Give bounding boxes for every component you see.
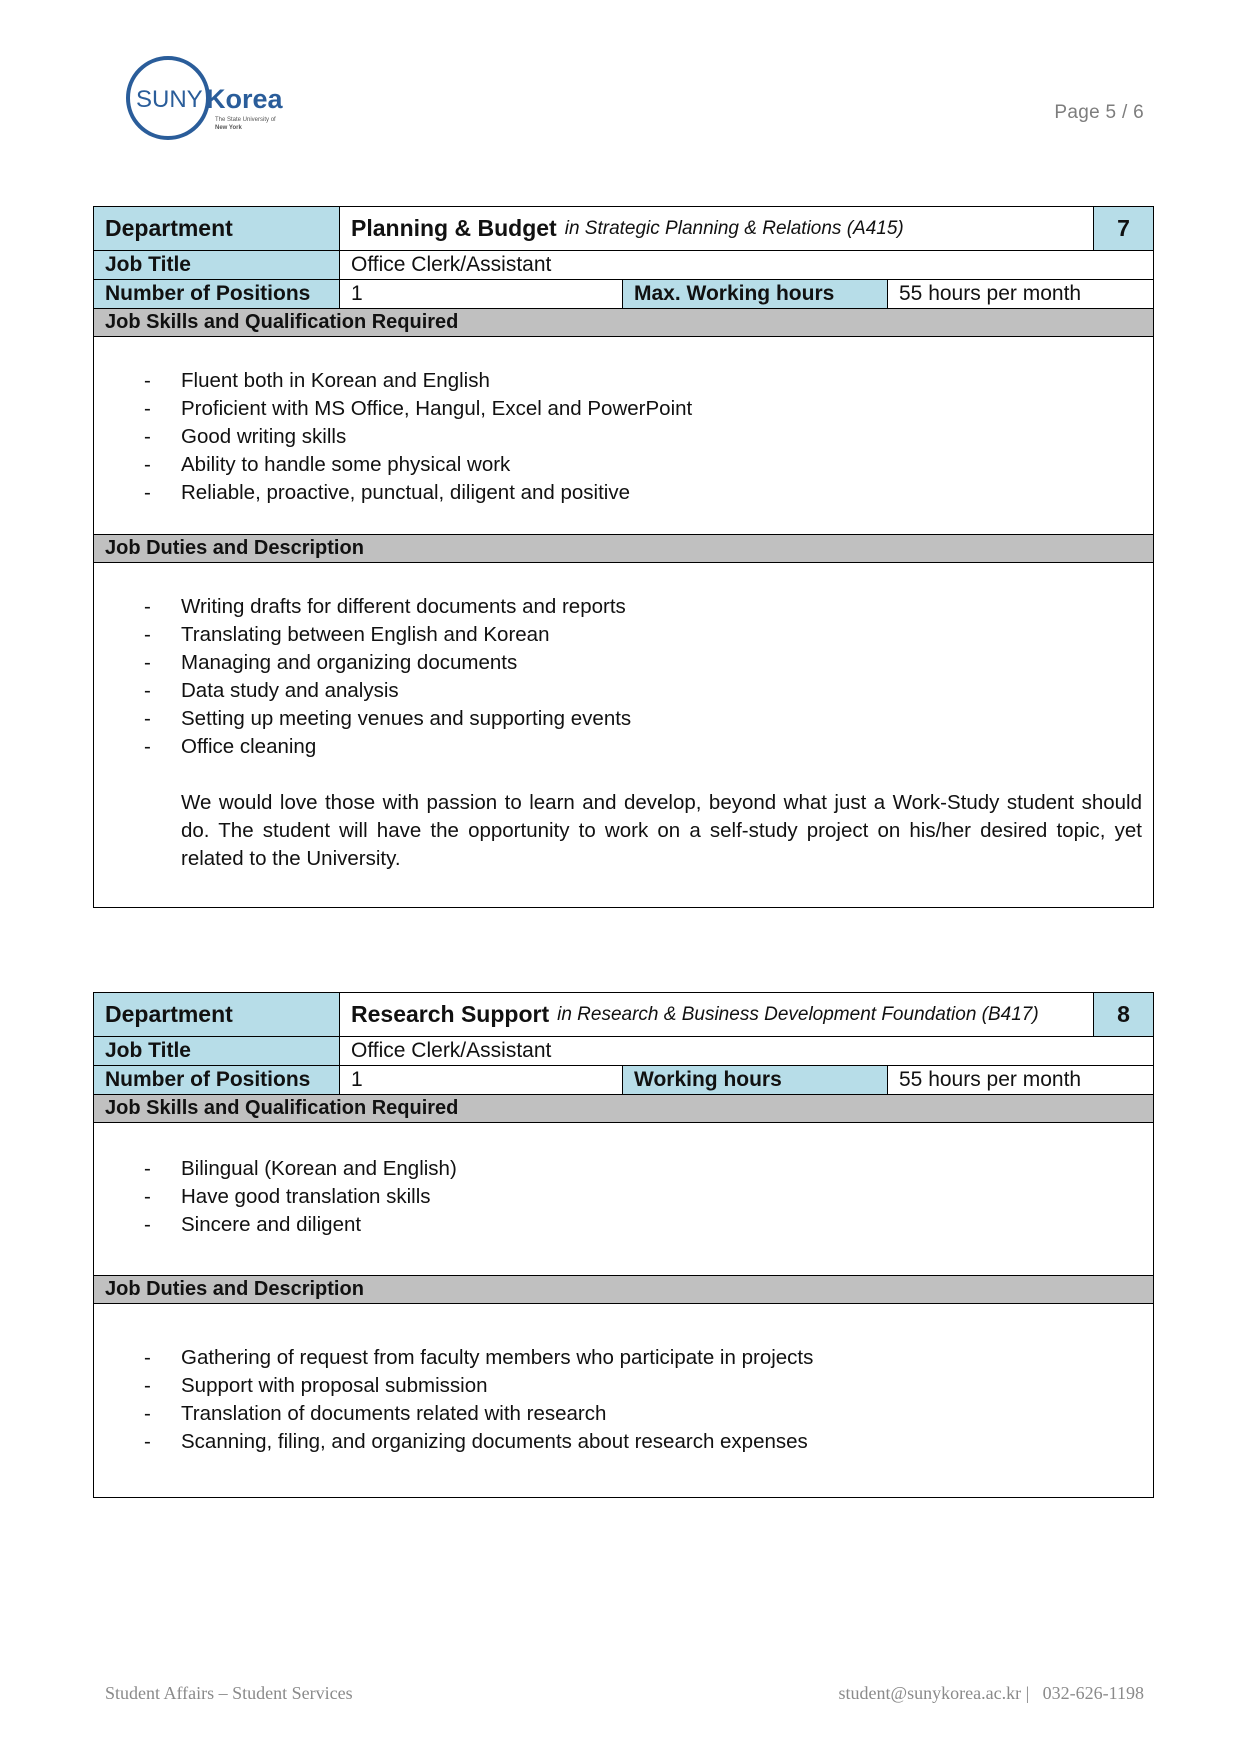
- duties-list: [94, 1344, 1153, 1456]
- job-number: 8: [1093, 993, 1153, 1036]
- positions-row: [94, 280, 1153, 309]
- list-item: - Bilingual (Korean and English): [94, 1155, 1153, 1183]
- positions-value: 1: [339, 1066, 622, 1094]
- hours-value: 55 hours per month: [887, 280, 1153, 308]
- list-item: - Proficient with MS Office, Hangul, Excel and PowerPoint: [94, 395, 1153, 423]
- list-item: - Gathering of request from faculty members who participate in projects: [94, 1344, 1153, 1372]
- department-row: [94, 207, 1153, 251]
- suny-korea-logo: [124, 54, 300, 142]
- job-title-label: Job Title: [94, 1037, 339, 1065]
- department-name: Planning & Budget: [351, 215, 557, 241]
- job-title-row: [94, 1037, 1153, 1066]
- department-label: Department: [94, 207, 339, 250]
- logo-sub-2: New York: [215, 125, 242, 131]
- list-item: - Data study and analysis: [94, 677, 1153, 705]
- list-item: - Scanning, filing, and organizing documents about research expenses: [94, 1428, 1153, 1456]
- department-value: [339, 207, 1093, 250]
- skills-heading: Job Skills and Qualification Required: [94, 309, 1153, 337]
- hours-label: Max. Working hours: [622, 280, 887, 308]
- logo-sub-1: The State University of: [215, 117, 276, 123]
- list-item: - Office cleaning: [94, 733, 1153, 761]
- department-name: Research Support: [351, 1001, 550, 1027]
- list-item: - Translation of documents related with research: [94, 1400, 1153, 1428]
- department-value: [339, 993, 1093, 1036]
- skills-heading: Job Skills and Qualification Required: [94, 1095, 1153, 1123]
- job-card-8: [93, 992, 1154, 1498]
- hours-label: Working hours: [622, 1066, 887, 1094]
- job-title-value: Office Clerk/Assistant: [339, 1037, 1153, 1065]
- list-item: - Translating between English and Korean: [94, 621, 1153, 649]
- duties-section: [94, 1304, 1153, 1497]
- list-item: - Ability to handle some physical work: [94, 451, 1153, 479]
- department-location: in Strategic Planning & Relations (A415): [564, 217, 904, 239]
- logo-suny-text: SUNY: [136, 86, 203, 113]
- skills-list: [94, 1155, 1153, 1239]
- positions-label: Number of Positions: [94, 1066, 339, 1094]
- duties-section: [94, 563, 1153, 907]
- positions-value: 1: [339, 280, 622, 308]
- duties-list: [94, 593, 1153, 761]
- job-number: 7: [1093, 207, 1153, 250]
- footer-contact: student@sunykorea.ac.kr | 032-626-1198: [838, 1683, 1144, 1703]
- list-item: - Good writing skills: [94, 423, 1153, 451]
- department-row: [94, 993, 1153, 1037]
- list-item: - Managing and organizing documents: [94, 649, 1153, 677]
- list-item: - Reliable, proactive, punctual, diligent and positive: [94, 479, 1153, 507]
- skills-list: [94, 367, 1153, 507]
- skills-section: [94, 1123, 1153, 1276]
- list-item: - Fluent both in Korean and English: [94, 367, 1153, 395]
- positions-row: [94, 1066, 1153, 1095]
- skills-section: [94, 337, 1153, 535]
- list-item: - Writing drafts for different documents and reports: [94, 593, 1153, 621]
- list-item: - Setting up meeting venues and supporting events: [94, 705, 1153, 733]
- hours-value: 55 hours per month: [887, 1066, 1153, 1094]
- department-label: Department: [94, 993, 339, 1036]
- job-title-row: [94, 251, 1153, 280]
- job-title-label: Job Title: [94, 251, 339, 279]
- footer-department: Student Affairs – Student Services: [105, 1683, 353, 1703]
- list-item: - Have good translation skills: [94, 1183, 1153, 1211]
- list-item: - Sincere and diligent: [94, 1211, 1153, 1239]
- job-title-value: Office Clerk/Assistant: [339, 251, 1153, 279]
- department-location: in Research & Business Development Foundation (B417): [557, 1003, 1039, 1025]
- logo-korea-text: Korea: [206, 84, 283, 114]
- duties-heading: Job Duties and Description: [94, 1276, 1153, 1304]
- positions-label: Number of Positions: [94, 280, 339, 308]
- duties-heading: Job Duties and Description: [94, 535, 1153, 563]
- page-number: Page 5 / 6: [1054, 102, 1144, 123]
- list-item: - Support with proposal submission: [94, 1372, 1153, 1400]
- duties-note: We would love those with passion to learn and develop, beyond what just a Work-Study student should do. The student will have the opportunity to work on a self-study project on his/her desired topic, yet related to the University.: [181, 791, 1142, 870]
- job-card-7: [93, 206, 1154, 908]
